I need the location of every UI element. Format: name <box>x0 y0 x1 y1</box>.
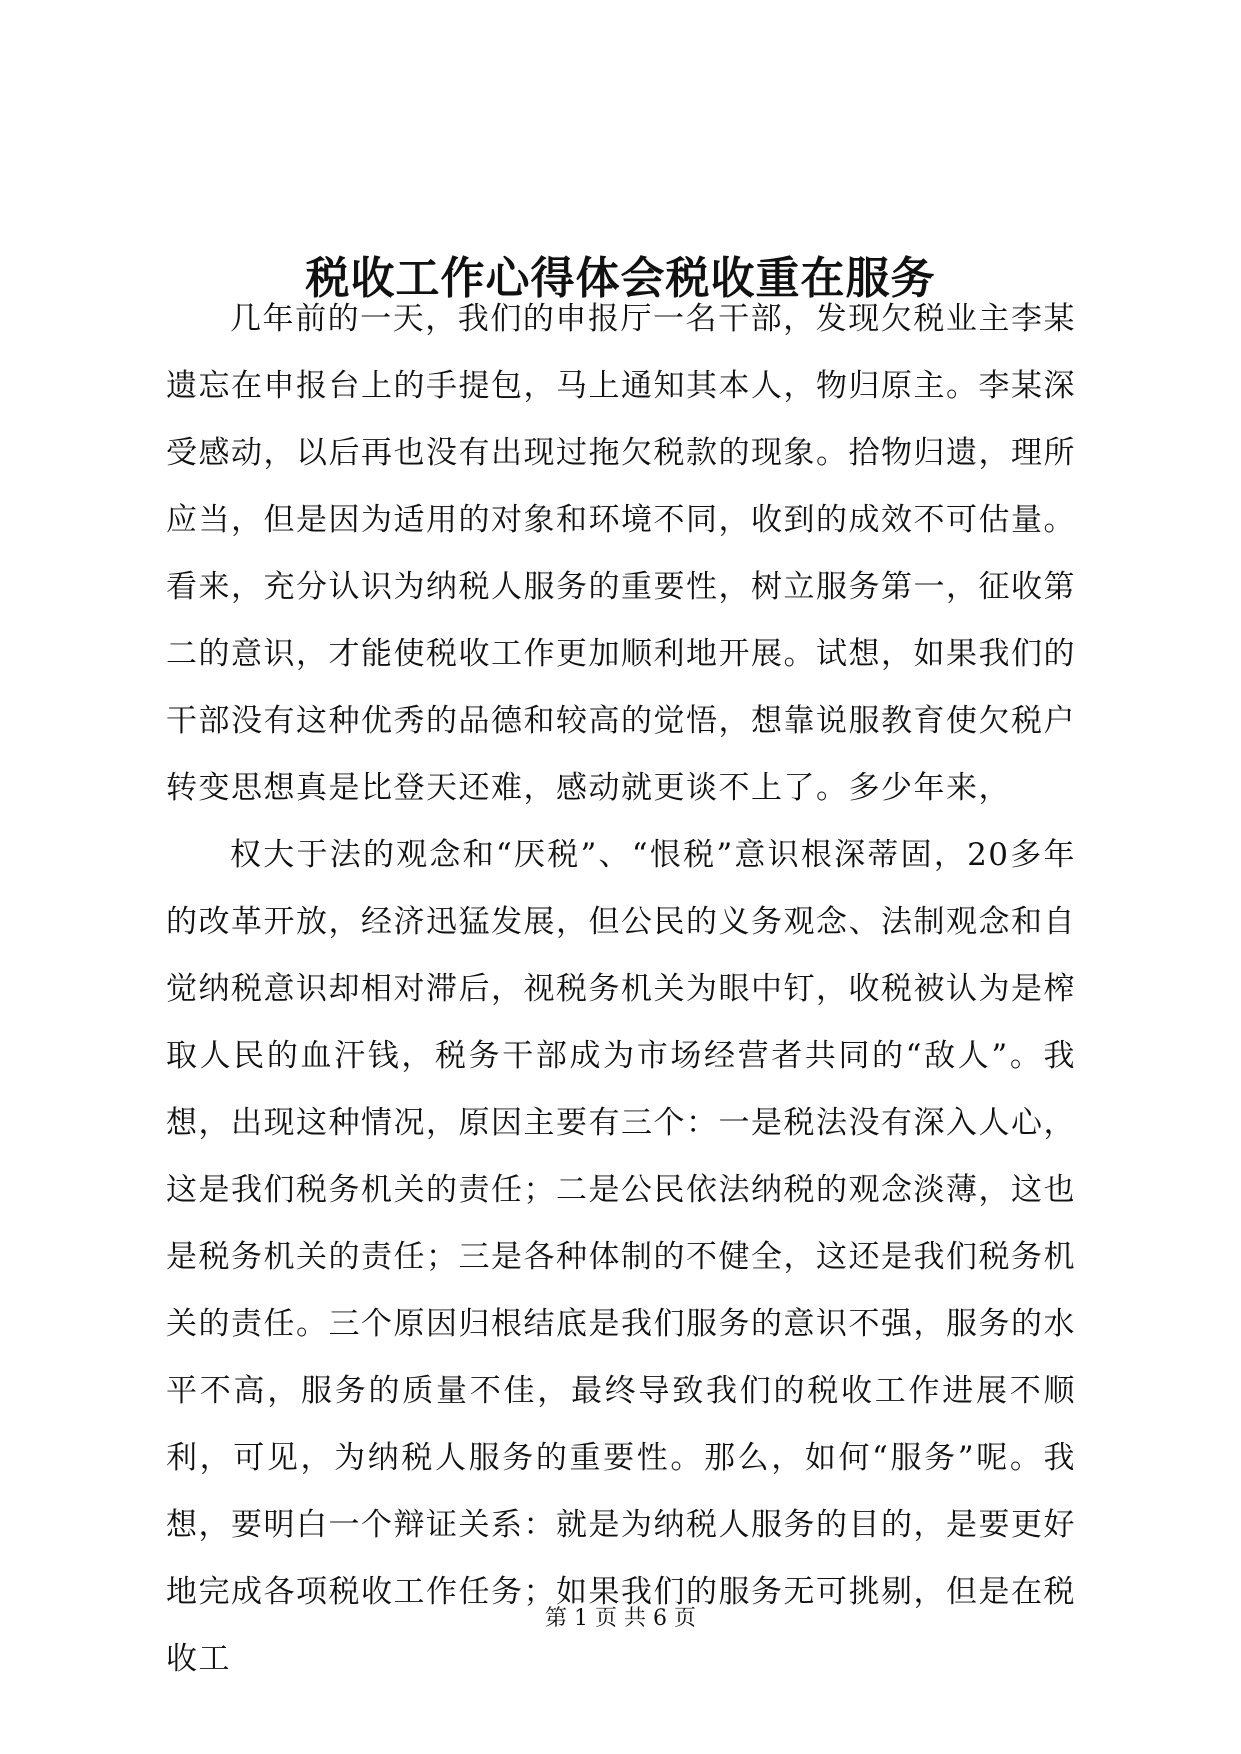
paragraph-2: 权大于法的观念和“厌税”、“恨税”意识根深蒂固，20多年的改革开放，经济迅猛发展，但公民的义务观念、法制观念和自觉纳税意识却相对滞后，视税务机关为眼中钉，收税被认为是榨取人民的血汗钱，税务干部成为市场经营者共同的“敌人”。我想，出现这种情况，原因主要有三个：一是税法没有深入人心，这是我们税务机关的责任；二是公民依法纳税的观念淡薄，这也是税务机关的责任；三是各种体制的不健全，这还是我们税务机关的责任。三个原因归根结底是我们服务的意识不强，服务的水平不高，服务的质量不佳，最终导致我们的税收工作进展不顺利，可见，为纳税人服务的重要性。那么，如何“服务”呢。我想，要明白一个辩证关系：就是为纳税人服务的目的，是要更好地完成各项税收工作任务；如果我们的服务无可挑剔，但是在税收工 <box>166 837 1076 1677</box>
document-title: 税收工作心得体会税收重在服务 <box>305 253 936 305</box>
paragraph-1: 几年前的一天，我们的申报厅一名干部，发现欠税业主李某遗忘在申报台上的手提包，马上通知其本人，物归原主。李某深受感动，以后再也没有出现过拖欠税款的现象。拾物归遗，理所应当，但是因为适用的对象和环境不同，收到的成效不可估量。看来，充分认识为纳税人服务的重要性，树立服务第一，征收第二的意识，才能使税收工作更加顺利地开展。试想，如果我们的干部没有这种优秀的品德和较高的觉悟，想靠说服教育使欠税户转变思想真是比登天还难，感动就更谈不上了。多少年来， <box>166 301 1076 806</box>
document-body <box>166 286 1076 1693</box>
page-number-footer: 第 1 页 共 6 页 <box>545 1606 696 1631</box>
